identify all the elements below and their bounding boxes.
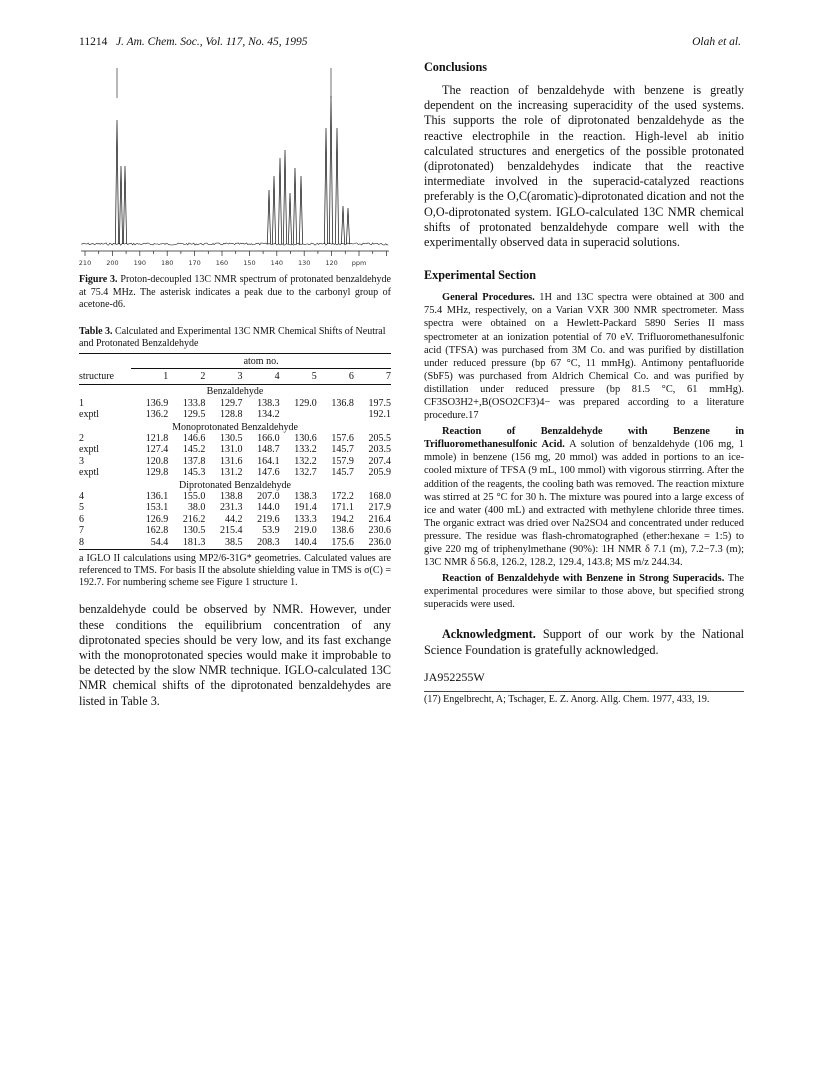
- structure-cell: 7: [79, 525, 84, 537]
- page-number-and-journal: [79, 36, 308, 48]
- shift-cell: 171.1: [331, 502, 354, 514]
- axis-tick-label: 190: [133, 259, 147, 267]
- table-group-row: [79, 479, 391, 491]
- structure-cell: 5: [79, 502, 84, 514]
- shift-cell: 133.3: [294, 513, 317, 525]
- shift-cell: 129.5: [182, 409, 206, 421]
- acknowledgment-text: Support of our work by the National Science Foundation is gratefully acknowledged.: [424, 627, 745, 657]
- ppm-axis: [79, 251, 389, 267]
- column-header-atom: 4: [242, 368, 279, 384]
- shift-cell: 140.4: [280, 537, 317, 550]
- shift-cell: 136.8: [331, 397, 354, 409]
- group-label: Benzaldehyde: [206, 386, 264, 398]
- paragraph-lead: Reaction of Benzaldehyde with Benzene in Trifluoromethanesulfonic Acid.: [424, 426, 744, 451]
- experimental-paragraphs: [424, 291, 744, 611]
- shift-cell: 148.7: [257, 444, 280, 456]
- shift-cell: 54.4: [131, 537, 168, 550]
- structure-cell: 4: [79, 490, 84, 502]
- axis-tick-label: 210: [79, 259, 92, 267]
- axis-tick-label: 200: [106, 259, 119, 267]
- shift-cell: 230.6: [368, 525, 391, 537]
- table-row: [79, 502, 391, 513]
- author-running-title: Olah et al.: [692, 36, 741, 48]
- group-label: Diprotonated Benzaldehyde: [179, 479, 291, 491]
- reference-17: (17) Engelbrecht, A; Tschager, E. Z. Anorg. Allg. Chem. 1977, 433, 19.: [424, 694, 710, 706]
- column-header-atom: 2: [168, 368, 205, 384]
- shift-cell: 157.6: [331, 432, 354, 444]
- table-title: [79, 326, 391, 350]
- shift-cell: 145.7: [331, 467, 354, 479]
- figure-label: Figure 3.: [79, 274, 118, 285]
- experimental-heading: Experimental Section: [424, 268, 537, 283]
- structure-cell: exptl: [79, 467, 99, 479]
- figure-caption: [79, 274, 391, 312]
- shift-cell: 138.3: [294, 490, 317, 502]
- table-row: [79, 433, 391, 444]
- shift-cell: 145.2: [182, 444, 206, 456]
- shift-cell: 134.2: [257, 409, 280, 421]
- structure-cell: 2: [79, 432, 84, 444]
- shift-cell: 217.9: [368, 502, 391, 514]
- table-corner: [79, 353, 131, 368]
- manuscript-code: JA952255W: [424, 670, 485, 685]
- column-header-atom: 7: [354, 368, 391, 384]
- table-row: [79, 444, 391, 455]
- column-header-atom: 1: [131, 368, 168, 384]
- shift-cell: 138.3: [257, 397, 280, 409]
- shift-cell: 162.8: [145, 525, 169, 537]
- table-group-row: [79, 385, 391, 398]
- conclusions-text: The reaction of benzaldehyde with benzene is greatly dependent on the increasing superacidity of the used systems. This supports the role of diprotonated benzaldehyde as the reactive electrophile in the reaction. High-level ab initio calculated structures and energetics of the possible protonated (diprotonated) benzaldehydes indicate that the reactive intermediate involved in the superacid-catalyzed reactions preferably is the O,C(aromatic)-diprotonated dication and not the O,O-diprotonated system. IGLO-calculated 13C NMR chemical shifts of protonated benzaldehyde compare well with the experimentally observed data in superacid solutions.: [424, 83, 744, 250]
- shift-cell: 126.9: [145, 513, 169, 525]
- axis-tick-label: 160: [215, 259, 229, 267]
- structure-cell: exptl: [79, 444, 99, 456]
- shift-cell: 127.4: [145, 444, 169, 456]
- acknowledgment: [424, 627, 744, 657]
- shift-cell: 219.0: [294, 525, 317, 537]
- shift-cell: 181.3: [168, 537, 205, 550]
- shift-cell: 172.2: [331, 490, 354, 502]
- table-title-text: Calculated and Experimental 13C NMR Chemical Shifts of Neutral and Protonated Benzaldehyde: [79, 325, 386, 349]
- shift-cell: 191.4: [294, 502, 317, 514]
- shift-cell: 132.7: [294, 467, 317, 479]
- table-header-row: [79, 368, 391, 384]
- shift-cell: 146.6: [182, 432, 206, 444]
- shift-cell: 132.2: [294, 455, 317, 467]
- table-row: [79, 456, 391, 467]
- shift-cell: 231.3: [219, 502, 243, 514]
- shift-cell: 147.6: [257, 467, 280, 479]
- table-row: [79, 537, 391, 550]
- right-column: [424, 60, 744, 705]
- shift-cell: 138.8: [219, 490, 243, 502]
- paragraph-lead: Reaction of Benzaldehyde with Benzene in Strong Superacids.: [442, 573, 725, 585]
- shift-cell: 215.4: [219, 525, 243, 537]
- axis-tick-label: 130: [297, 259, 311, 267]
- body-paragraph-left: benzaldehyde could be observed by NMR. However, under these conditions the equilibrium concentration of any diprotonated species should be very low, and its fast exchange with the monoprotonated species would make it improbable to be detected by the slow NMR technique. IGLO-calculated 13C NMR chemical shifts of the diprotonated benzaldehydes are listed in Table 3.: [79, 602, 391, 708]
- left-column: [79, 58, 391, 709]
- shift-cell: 153.1: [145, 502, 169, 514]
- paragraph-lead: General Procedures.: [442, 292, 535, 304]
- shift-cell: 138.6: [331, 525, 354, 537]
- table-row: [79, 491, 391, 502]
- shift-cell: 133.2: [294, 444, 317, 456]
- shift-cell: 133.8: [182, 397, 206, 409]
- shift-cell: 121.8: [145, 432, 169, 444]
- shift-cell: 207.4: [368, 455, 391, 467]
- shift-cell: 203.5: [368, 444, 391, 456]
- figure-caption-text: Proton-decoupled 13C NMR spectrum of protonated benzaldehyde at 75.4 MHz. The asterisk indicates a peak due to the carbonyl group of acetone-d6.: [79, 274, 391, 310]
- spectrum-trace: [81, 68, 388, 245]
- shift-cell: 219.6: [257, 513, 280, 525]
- structure-cell: 6: [79, 513, 84, 525]
- shift-cell: 129.7: [219, 397, 243, 409]
- paragraph-text: A solution of benzaldehyde (106 mg, 1 mmole) in benzene (156 mg, 20 mmol) was added in portions to an ice-cooled mixture of TFSA (9 mL, 100 mmol) with vigorous stirrring. After the addition of the reagents, the cooling bath was removed. The reaction mixture was stirred at 25 °C for 30 h. The mixture was poured into a large excess of ice and water (400 mL) and extracted with methylene chloride three times. The organic extract was dried over Na2SO4 and concentrated under reduced pressure. The residue was flash-chromatographed (ether:hexane = 1:5) to give 220 mg of triphenylmethane (90%): 1H NMR δ 7.1 (m), 7.2−7.3 (m); 13C NMR δ 56.8, 126.2, 128.2, 129.4, 143.8; MS m/z 244.34.: [424, 439, 744, 569]
- shift-cell: 166.0: [257, 432, 280, 444]
- shift-cell: 137.8: [182, 455, 206, 467]
- experimental-paragraph: [424, 425, 744, 569]
- paragraph-text: The experimental procedures were similar to those above, but specified strong superacids were used.: [424, 573, 744, 611]
- shift-cell: 205.5: [368, 432, 391, 444]
- structure-cell: 1: [79, 397, 84, 409]
- table-row: [79, 409, 391, 420]
- shift-cell: 130.6: [294, 432, 317, 444]
- shift-cell: 145.3: [182, 467, 206, 479]
- shift-cell: 44.2: [224, 513, 243, 525]
- experimental-paragraph: [424, 572, 744, 611]
- structure-cell: 3: [79, 455, 84, 467]
- shift-cell: [317, 409, 354, 420]
- table-row: [79, 467, 391, 478]
- shift-cell: 208.3: [242, 537, 279, 550]
- shift-cell: 131.6: [219, 455, 243, 467]
- shift-cell: 194.2: [331, 513, 354, 525]
- table-body: [79, 385, 391, 550]
- nmr-spectrum-figure: [79, 58, 391, 268]
- column-header-structure: structure: [79, 368, 131, 384]
- column-header-atom: 5: [280, 368, 317, 384]
- shift-cell: 120.8: [145, 455, 169, 467]
- page-number: 11214: [79, 36, 108, 48]
- shift-cell: 131.0: [219, 444, 243, 456]
- shift-cell: 168.0: [368, 490, 391, 502]
- reference-list: [424, 691, 744, 705]
- shift-cell: 207.0: [257, 490, 280, 502]
- axis-tick-label: 140: [270, 259, 284, 267]
- shift-cell: 136.9: [145, 397, 169, 409]
- table-row: [79, 398, 391, 409]
- acknowledgment-label: Acknowledgment.: [442, 627, 536, 642]
- running-head: [79, 36, 741, 52]
- table-row: [79, 525, 391, 536]
- shift-cell: 175.6: [317, 537, 354, 550]
- shift-cell: 53.9: [262, 525, 280, 537]
- shift-cell: 144.0: [257, 502, 280, 514]
- structure-cell: exptl: [79, 409, 99, 421]
- shift-cell: 38.5: [205, 537, 242, 550]
- paragraph-text: 1H and 13C spectra were obtained at 300 and 75.4 MHz, respectively, on a Varian VXR 300 NMR spectrometer. Mass spectra were obtained on a Hewlett-Packard 5890 Series II mass spectrometer at an ionization potential of 70 eV. Trifluoromethanesulfonic acid (TFSA) was purchased from 3M Co. and was purified by distillation under reduced pressure (bp 67 °C, 11 mmHg). Antimony pentafluoride (SbF5) was purchased from Aldrich Chemical Co. and was purified by distillation under reduced pressure (bp 81.5 °C, 61 mmHg). CF3SO3H2+,B(OSO2CF3)4− was prepared according to a literature procedure.17: [424, 292, 744, 422]
- structure-cell: 8: [79, 537, 131, 550]
- shift-cell: 216.2: [182, 513, 206, 525]
- shift-cell: 236.0: [354, 537, 391, 550]
- table-label: Table 3.: [79, 325, 113, 337]
- shift-cell: 197.5: [368, 397, 391, 409]
- table-row: [79, 514, 391, 525]
- axis-tick-label: 180: [160, 259, 174, 267]
- shift-cell: 130.5: [182, 525, 206, 537]
- shift-cell: 157.9: [331, 455, 354, 467]
- axis-tick-label: ppm: [351, 259, 367, 267]
- nmr-shift-table: [79, 353, 391, 551]
- shift-cell: 136.1: [145, 490, 169, 502]
- table-group-row: [79, 421, 391, 433]
- shift-cell: 216.4: [368, 513, 391, 525]
- axis-tick-label: 150: [243, 259, 256, 267]
- conclusions-heading: Conclusions: [424, 60, 487, 74]
- shift-cell: 145.7: [331, 444, 354, 456]
- shift-cell: 205.9: [368, 467, 391, 479]
- experimental-paragraph: [424, 291, 744, 422]
- shift-cell: 129.8: [145, 467, 169, 479]
- shift-cell: 155.0: [182, 490, 206, 502]
- shift-cell: 131.2: [219, 467, 243, 479]
- shift-cell: 130.5: [219, 432, 243, 444]
- axis-tick-label: 120: [325, 259, 338, 267]
- shift-cell: [280, 409, 317, 420]
- atom-number-spanner: atom no.: [131, 353, 391, 368]
- shift-cell: 38.0: [187, 502, 206, 514]
- shift-cell: 128.8: [219, 409, 243, 421]
- column-header-atom: 6: [317, 368, 354, 384]
- shift-cell: 129.0: [294, 397, 317, 409]
- axis-tick-label: 170: [188, 259, 201, 267]
- group-label: Monoprotonated Benzaldehyde: [172, 421, 298, 433]
- column-header-atom: 3: [205, 368, 242, 384]
- shift-cell: 192.1: [368, 409, 391, 421]
- shift-cell: 164.1: [257, 455, 280, 467]
- journal-citation: J. Am. Chem. Soc., Vol. 117, No. 45, 1995: [115, 36, 308, 48]
- table-footnote: a IGLO II calculations using MP2/6-31G* geometries. Calculated values are referenced to TMS. For basis II the absolute shielding value in TMS is σ(C) = 192.7. For numbering scheme see Figure 1 structure 1.: [79, 553, 391, 588]
- shift-cell: 136.2: [145, 409, 169, 421]
